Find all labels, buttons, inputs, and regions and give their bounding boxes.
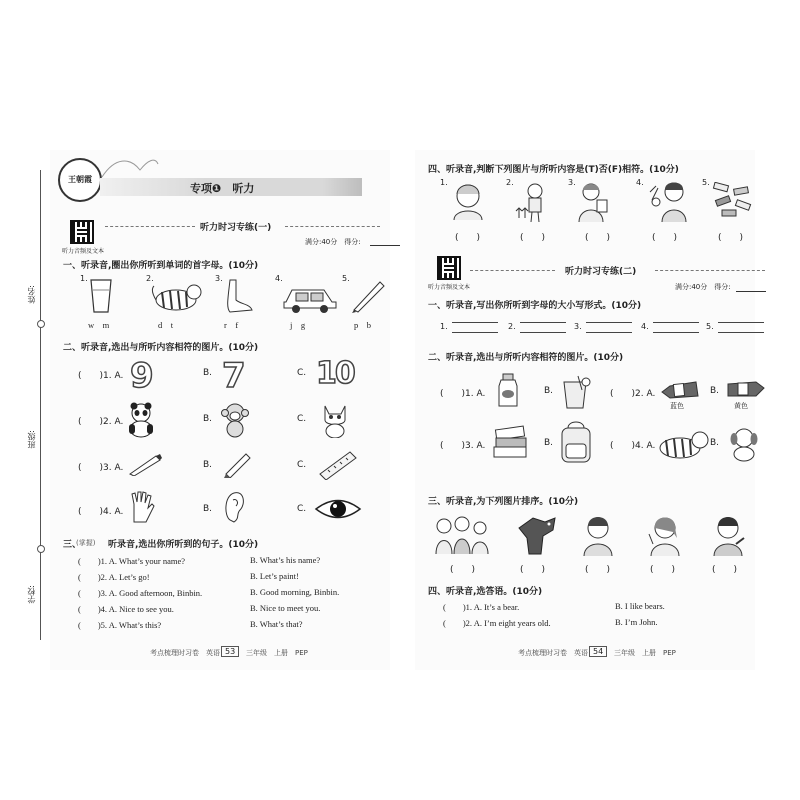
item-number: 4.: [275, 274, 283, 283]
option-b-line[interactable]: B. What’s that?: [250, 619, 303, 629]
milk-bottle-icon: [496, 372, 520, 408]
letter-options[interactable]: p b: [354, 320, 372, 330]
qr-code-icon[interactable]: [437, 256, 461, 280]
blue-crayon-icon: [660, 380, 700, 402]
grandma-icon: [448, 182, 488, 220]
footer-grade: 三年级 上册 PEP: [246, 649, 308, 657]
foot-icon: [222, 278, 254, 314]
section-title: 二、听录音,选出与所听内容相符的图片。(10分): [428, 353, 624, 363]
name-label: 姓名:: [27, 285, 36, 304]
page-number: 53: [221, 646, 239, 657]
school-label: 学校:: [27, 585, 36, 604]
order-answer[interactable]: ( ): [650, 565, 676, 575]
eye-icon: [314, 498, 362, 520]
question-label[interactable]: ( )1. A.: [440, 389, 486, 399]
family-icon: [432, 514, 492, 556]
option-b-line[interactable]: B. Nice to meet you.: [250, 603, 321, 613]
writing-line[interactable]: [653, 332, 699, 333]
page-number: 54: [589, 646, 607, 657]
item-number: 5.: [342, 274, 350, 283]
juice-glass-icon: [560, 374, 592, 410]
writing-line[interactable]: [520, 322, 566, 323]
girl-with-book-icon: [575, 182, 611, 222]
option-c[interactable]: C.: [297, 460, 307, 470]
option-b-line[interactable]: B. What’s his name?: [250, 555, 321, 565]
question-line[interactable]: ( )1. A. It’s a bear.: [443, 602, 520, 612]
pen-icon: [128, 452, 164, 476]
item-number: 2.: [146, 274, 154, 283]
ear-icon: [222, 490, 248, 524]
score-blank[interactable]: [370, 245, 400, 246]
score-line: 满分:40分 得分:: [675, 283, 731, 291]
number-ten-picture: 10: [316, 356, 354, 391]
glass-icon: [88, 278, 114, 314]
question-line[interactable]: ( )2. A. Let’s go!: [78, 572, 150, 582]
tf-answer[interactable]: ( ): [585, 233, 611, 243]
writing-line[interactable]: [586, 332, 632, 333]
item-number: 1.: [440, 322, 448, 331]
section-title: 四、听录音,判断下列图片与所听内容是(T)否(F)相符。(10分): [428, 165, 679, 175]
question-label[interactable]: ( )3. A.: [440, 441, 486, 451]
option-b-line[interactable]: B. Good morning, Binbin.: [250, 587, 340, 597]
binding-hole: [37, 545, 45, 553]
item-number: 1.: [80, 274, 88, 283]
question-label[interactable]: ( )1. A.: [78, 371, 124, 381]
tiger-icon: [654, 428, 710, 460]
unit-title: 专项❶ 听力: [190, 182, 255, 195]
question-label[interactable]: ( )4. A.: [610, 441, 656, 451]
writing-line[interactable]: [718, 332, 764, 333]
boy-waving-icon: [648, 180, 688, 222]
item-number: 4.: [636, 178, 644, 187]
color-label: 黄色: [734, 402, 748, 410]
writing-line[interactable]: [452, 322, 498, 323]
item-number: 5.: [706, 322, 714, 331]
monkey-icon: [220, 402, 250, 438]
question-line[interactable]: ( )2. A. I’m eight years old.: [443, 618, 551, 628]
option-b-line[interactable]: B. I like bears.: [615, 601, 665, 611]
letter-options[interactable]: j g: [290, 320, 306, 330]
item-number: 1.: [440, 178, 448, 187]
section-title: 一、听录音,写出你所听到字母的大小写形式。(10分): [428, 301, 642, 311]
footer-grade: 三年级 上册 PEP: [614, 649, 676, 657]
book-stack-icon: [492, 424, 532, 460]
question-line[interactable]: ( )4. A. Nice to see you.: [78, 604, 174, 614]
option-b[interactable]: B.: [710, 386, 720, 396]
item-number: 4.: [641, 322, 649, 331]
question-label[interactable]: ( )2. A.: [610, 389, 656, 399]
option-b[interactable]: B.: [544, 386, 554, 396]
divider: [655, 270, 765, 271]
question-line[interactable]: ( )5. A. What’s this?: [78, 620, 162, 630]
item-number: 3.: [215, 274, 223, 283]
option-b[interactable]: B.: [203, 460, 213, 470]
divider: [285, 226, 380, 227]
score-blank[interactable]: [736, 291, 766, 292]
section-title: 二、听录音,选出与所听内容相符的图片。(10分): [63, 343, 259, 353]
item-number: 3.: [568, 178, 576, 187]
question-line[interactable]: ( )3. A. Good afternoon, Binbin.: [78, 588, 203, 598]
question-label[interactable]: ( )4. A.: [78, 507, 124, 517]
section-title: 一、听录音,圈出你所听到单词的首字母。(10分): [63, 261, 259, 271]
tf-answer[interactable]: ( ): [718, 233, 744, 243]
number-seven-picture: 7: [222, 356, 246, 396]
cat-icon: [320, 402, 350, 438]
tf-answer[interactable]: ( ): [652, 233, 678, 243]
option-c[interactable]: C.: [297, 504, 307, 514]
question-label[interactable]: ( )2. A.: [78, 417, 124, 427]
letter-options[interactable]: w m: [88, 320, 110, 330]
tiger-icon: [150, 282, 202, 314]
option-b[interactable]: B.: [710, 438, 720, 448]
option-b-line[interactable]: B. I’m John.: [615, 617, 658, 627]
writing-line[interactable]: [452, 332, 498, 333]
tf-answer[interactable]: ( ): [455, 233, 481, 243]
school-bag-icon: [558, 420, 594, 464]
logo-badge: 王朝霞: [58, 158, 102, 202]
section-prefix: 三、: [63, 540, 82, 550]
option-b[interactable]: B.: [203, 414, 213, 424]
option-b[interactable]: B.: [203, 504, 213, 514]
qr-code-icon[interactable]: [70, 220, 94, 244]
hand-icon: [128, 490, 156, 524]
left-subtitle: 听力时习专练(一): [200, 223, 272, 233]
order-answer[interactable]: ( ): [585, 565, 611, 575]
gutter-line: [40, 170, 41, 640]
order-answer[interactable]: ( ): [450, 565, 476, 575]
question-line[interactable]: ( )1. A. What’s your name?: [78, 556, 186, 566]
item-number: 2.: [508, 322, 516, 331]
right-subtitle: 听力时习专练(二): [565, 267, 637, 277]
divider: [105, 226, 195, 227]
car-icon: [282, 284, 338, 314]
pen-icon: [350, 278, 386, 314]
tf-answer[interactable]: ( ): [520, 233, 546, 243]
boy-stand-up-icon: [515, 182, 551, 222]
panda-icon: [126, 402, 156, 438]
writing-line[interactable]: [718, 322, 764, 323]
binding-hole: [37, 320, 45, 328]
color-label: 蓝色: [670, 402, 684, 410]
boy-icon: [580, 514, 616, 556]
order-answer[interactable]: ( ): [520, 565, 546, 575]
option-b[interactable]: B.: [203, 368, 213, 378]
qr-caption: 听力音频及文本: [62, 248, 105, 255]
dog-icon: [515, 514, 559, 556]
girl-icon: [645, 514, 681, 556]
option-b-line[interactable]: B. Let’s paint!: [250, 571, 299, 581]
item-number: 5.: [702, 178, 710, 187]
class-label: 班级:: [27, 430, 36, 449]
ruler-icon: [318, 450, 358, 480]
section-tag: (掌握): [76, 539, 96, 547]
divider: [470, 270, 555, 271]
order-answer[interactable]: ( ): [712, 565, 738, 575]
section-title: 四、听录音,选答语。(10分): [428, 587, 543, 597]
footer-text: 考点梳理时习卷 英语: [150, 649, 220, 657]
letter-options[interactable]: r f: [224, 320, 239, 330]
qr-caption: 听力音频及文本: [428, 284, 471, 291]
score-line: 满分:40分 得分:: [305, 238, 361, 246]
footer-text: 考点梳理时习卷 英语: [518, 649, 588, 657]
yellow-crayon-icon: [726, 380, 766, 402]
boy-pointing-icon: [710, 514, 746, 556]
writing-line[interactable]: [520, 332, 566, 333]
question-label[interactable]: ( )3. A.: [78, 463, 124, 473]
letter-options[interactable]: d t: [158, 320, 174, 330]
section-title: 三、听录音,为下列图片排序。(10分): [428, 497, 579, 507]
crayons-icon: [710, 182, 754, 220]
option-c[interactable]: C.: [297, 368, 307, 378]
dog-icon: [726, 426, 762, 462]
item-number: 3.: [574, 322, 582, 331]
option-c[interactable]: C.: [297, 414, 307, 424]
writing-line[interactable]: [653, 322, 699, 323]
writing-line[interactable]: [586, 322, 632, 323]
number-nine-picture: 9: [130, 356, 154, 396]
option-b[interactable]: B.: [544, 438, 554, 448]
section-title: 听录音,选出你所听到的句子。(10分): [108, 540, 259, 550]
item-number: 2.: [506, 178, 514, 187]
pencil-icon: [222, 450, 252, 478]
